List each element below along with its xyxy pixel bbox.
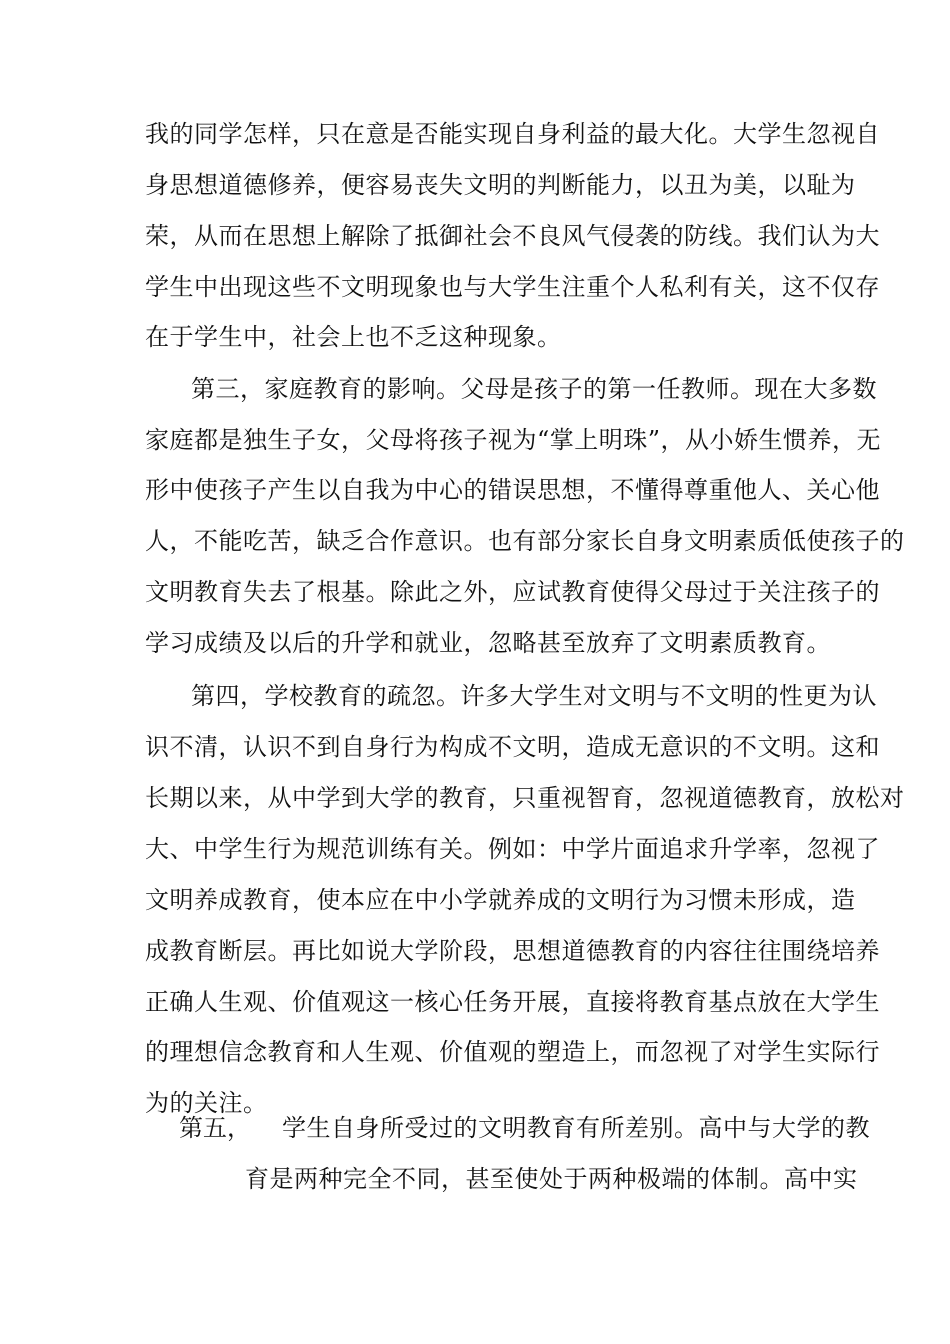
paragraph-first-line: 第四，学校教育的疏忽。许多大学生对文明与不文明的性更为认 xyxy=(191,682,877,710)
text-line: 识不清，认识不到自身行为构成不文明，造成无意识的不文明。这和 xyxy=(145,733,880,761)
text-line: 正确人生观、价值观这一核心任务开展，直接将教育基点放在大学生 xyxy=(145,988,880,1016)
text-line: 荣，从而在思想上解除了抵御社会不良风气侵袭的防线。我们认为大 xyxy=(145,222,880,250)
text-line: 我的同学怎样，只在意是否能实现自身利益的最大化。大学生忽视自 xyxy=(145,120,880,148)
text-line: 学习成绩及以后的升学和就业，忽略甚至放弃了文明素质教育。 xyxy=(145,629,831,657)
text-line: 形中使孩子产生以自我为中心的错误思想，不懂得尊重他人、关心他 xyxy=(145,476,880,504)
text-line: 为的关注。 xyxy=(145,1089,268,1117)
text-line: 的理想信念教育和人生观、价值观的塑造上，而忽视了对学生实际行 xyxy=(145,1038,880,1066)
text-line: 在于学生中，社会上也不乏这种现象。 xyxy=(145,323,562,351)
text-line: 学生中出现这些不文明现象也与大学生注重个人私利有关，这不仅存 xyxy=(145,273,880,301)
text-line: 大、中学生行为规范训练有关。例如：中学片面追求升学率，忽视了 xyxy=(145,835,880,863)
text-line: 长期以来，从中学到大学的教育，只重视智育，忽视道德教育，放松对 xyxy=(145,784,905,812)
text-line: 文明养成教育，使本应在中小学就养成的文明行为习惯未形成，造 xyxy=(145,886,856,914)
list-item-label: 第五， xyxy=(179,1114,251,1142)
text-line: 人，不能吃苦，缺乏合作意识。也有部分家长自身文明素质低使孩子的 xyxy=(145,527,905,555)
paragraph-first-line: 第三，家庭教育的影响。父母是孩子的第一任教师。现在大多数 xyxy=(191,375,877,403)
text-line: 成教育断层。再比如说大学阶段，思想道德教育的内容往往围绕培养 xyxy=(145,937,880,965)
text-line: 身思想道德修养，便容易丧失文明的判断能力，以丑为美，以耻为 xyxy=(145,171,856,199)
text-line: 文明教育失去了根基。除此之外，应试教育使得父母过于关注孩子的 xyxy=(145,578,880,606)
text-line: 家庭都是独生子女，父母将孩子视为“掌上明珠”，从小娇生惯养，无 xyxy=(145,426,882,454)
list-item-text: 育是两种完全不同，甚至使处于两种极端的体制。高中实 xyxy=(245,1165,858,1193)
list-item-text: 学生自身所受过的文明教育有所差别。高中与大学的教 xyxy=(282,1114,870,1142)
